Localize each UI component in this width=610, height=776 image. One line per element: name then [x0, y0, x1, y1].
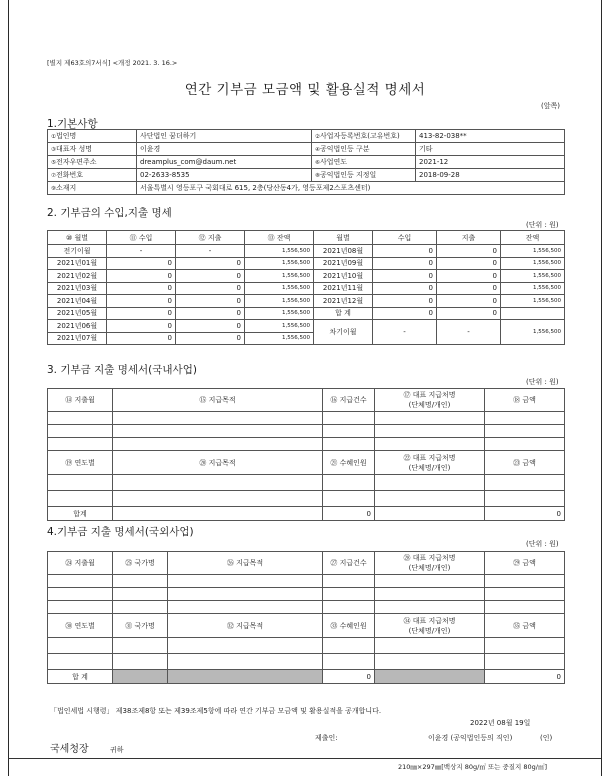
month-cell: 2021년12월 [314, 295, 373, 308]
field-number: ⑤ [51, 159, 56, 166]
month-cell: 2021년10월 [314, 270, 373, 283]
month-cell: 2021년04월 [48, 295, 107, 308]
form-title: 연간 기부금 모금액 및 활용실적 명세서 [184, 82, 426, 98]
month-cell: 2021년05월 [48, 307, 107, 320]
expense-cell: 0 [176, 282, 245, 295]
hdr-payee-b [375, 451, 485, 475]
overseas-expense-table [47, 551, 565, 684]
month-cell: 2021년08월 [314, 245, 373, 258]
hdr-os-purpose: ㉖ 지급목적 [168, 552, 323, 575]
expense-cell: 0 [437, 282, 501, 295]
income-row [48, 295, 565, 308]
field-label [48, 169, 137, 182]
hdr-payee-line1: ⑰ 대표 지급처명 [403, 391, 456, 399]
field-value: 2021-12 [416, 156, 565, 169]
income-row [48, 307, 565, 320]
income-cell: 0 [373, 295, 437, 308]
footer-divider [8, 758, 601, 759]
income-header-cell: ⑬ 잔액 [245, 231, 314, 245]
month-cell: 2021년09월 [314, 257, 373, 270]
income-row [48, 257, 565, 270]
income-header-cell: ⑪ 수입 [107, 231, 176, 245]
balance-cell: 1,556,500 [501, 270, 565, 283]
field-label [48, 143, 137, 156]
balance-cell: 1,556,500 [245, 282, 314, 295]
expense-cell: 0 [176, 320, 245, 333]
field-label-text: 전자우편주소 [55, 157, 97, 166]
carry-expense: - [437, 320, 501, 345]
hdr-expense-month: ⑭ 지출월 [48, 389, 113, 412]
field-value: 413-82-038** [416, 130, 565, 143]
field-number: ② [315, 133, 320, 140]
overseas-total-count: 0 [323, 670, 375, 684]
field-label [48, 182, 137, 195]
hdr-os-purpose-b: ㉜ 지급목적 [168, 614, 323, 638]
field-number: ④ [315, 146, 320, 153]
section1-title: 1.기본사항 [47, 118, 98, 130]
expense-cell: 0 [437, 307, 501, 320]
income-cell: - [107, 245, 176, 258]
balance-cell: 1,556,500 [245, 257, 314, 270]
income-header-row [48, 231, 565, 245]
income-cell: 0 [373, 245, 437, 258]
section4-unit: (단위 : 원) [526, 540, 559, 548]
page-side: (앞쪽) [541, 102, 560, 110]
income-cell: 0 [373, 307, 437, 320]
income-cell: 0 [107, 282, 176, 295]
expense-cell: 0 [437, 257, 501, 270]
balance-cell: 1,556,500 [245, 320, 314, 333]
field-value: 기타 [416, 143, 565, 156]
month-cell: 2021년03월 [48, 282, 107, 295]
hdr-os-year: ㉚ 연도별 [48, 614, 113, 638]
field-number: ⑨ [51, 185, 56, 192]
hdr-os-payee-b [375, 614, 485, 638]
expense-cell: 0 [437, 245, 501, 258]
hdr-os-beneficiaries: ㉝ 수혜인원 [323, 614, 375, 638]
basic-info-table [47, 129, 565, 195]
hdr-beneficiaries: ㉑ 수혜인원 [323, 451, 375, 475]
recipient-suffix: 귀하 [110, 746, 124, 754]
hdr-os-amount: ㉙ 금액 [485, 552, 565, 575]
basic-info-row [48, 169, 565, 182]
basic-info-row [48, 143, 565, 156]
field-label [312, 169, 416, 182]
field-label [48, 156, 137, 169]
income-header-cell: ⑩ 월별 [48, 231, 107, 245]
section2-title: 2. 기부금의 수입,지출 명세 [47, 207, 172, 219]
hdr-os-payee-b-line1: ㉞ 대표 지급처명 [403, 616, 456, 625]
income-header-cell: ⑫ 지출 [176, 231, 245, 245]
hdr-os-country-b: ㉛ 국가명 [113, 614, 168, 638]
income-cell: 0 [107, 257, 176, 270]
domestic-total-label: 합계 [48, 507, 113, 521]
income-cell: 0 [373, 257, 437, 270]
income-expense-table [47, 230, 565, 345]
domestic-expense-table [47, 388, 565, 521]
balance-cell: 1,556,500 [501, 257, 565, 270]
submitter-name: 이윤경 (공익법인등의 직인) [428, 734, 513, 742]
balance-cell: 1,556,500 [245, 307, 314, 320]
expense-cell: 0 [176, 295, 245, 308]
income-row [48, 245, 565, 258]
submission-date: 2022년 08월 19일 [470, 719, 531, 727]
hdr-purpose: ⑮ 지급목적 [113, 389, 323, 412]
field-label [48, 130, 137, 143]
expense-cell: 0 [437, 295, 501, 308]
field-label [312, 143, 416, 156]
domestic-total-count: 0 [323, 507, 375, 521]
income-row [48, 282, 565, 295]
overseas-total-amount: 0 [485, 670, 565, 684]
month-cell: 전기이월 [48, 245, 107, 258]
field-label-text: 전화번호 [55, 170, 83, 179]
address-row [48, 182, 565, 195]
section4-title: 4.기부금 지출 명세서(국외사업) [47, 526, 194, 538]
month-cell: 합 계 [314, 307, 373, 320]
income-header-cell: 수입 [373, 231, 437, 245]
hdr-os-country: ㉕ 국가명 [113, 552, 168, 575]
overseas-total-label: 합 계 [48, 670, 113, 684]
field-label [312, 156, 416, 169]
field-value: 사단법인 꿈더하기 [137, 130, 312, 143]
field-value: 이윤경 [137, 143, 312, 156]
month-cell: 2021년11월 [314, 282, 373, 295]
carry-balance: 1,556,500 [501, 320, 565, 345]
income-cell: 0 [107, 307, 176, 320]
hdr-payee [375, 389, 485, 412]
hdr-amount-b: ㉓ 금액 [485, 451, 565, 475]
section2-unit: (단위 : 원) [526, 221, 559, 229]
balance-cell: 1,556,500 [245, 332, 314, 345]
hdr-payee-b-line2: (단체명/개인) [408, 463, 451, 472]
statement-text: 「법인세법 시행령」 제38조제8항 또는 제39조제5항에 따라 연간 기부금 모금액 및 활용실적을 공개합니다. [50, 707, 382, 715]
hdr-os-amount-b: ㉟ 금액 [485, 614, 565, 638]
field-label-text: 공익법인등 구분 [319, 144, 370, 153]
field-label-text: 공익법인등 지정일 [319, 170, 377, 179]
field-value: 2018-09-28 [416, 169, 565, 182]
income-row [48, 320, 565, 333]
hdr-amount: ⑱ 금액 [485, 389, 565, 412]
expense-cell: 0 [176, 270, 245, 283]
expense-cell: 0 [176, 257, 245, 270]
paper-spec: 210㎜×297㎜[백상지 80g/㎡ 또는 중질지 80g/㎡] [398, 763, 548, 771]
income-header-cell: 월별 [314, 231, 373, 245]
address-value: 서울특별시 영등포구 국회대로 615, 2층(당산동4가, 영등포제2스포츠센터) [137, 182, 565, 195]
hdr-os-count: ㉗ 지급건수 [323, 552, 375, 575]
hdr-os-payee-b-line2: (단체명/개인) [408, 626, 451, 635]
hdr-os-payee-line2: (단체명/개인) [408, 564, 451, 572]
income-cell: 0 [107, 332, 176, 345]
hdr-year: ⑲ 연도별 [48, 451, 113, 475]
hdr-payee-b-line1: ㉒ 대표 지급처명 [403, 453, 456, 462]
field-value: dreamplus_com@daum.net [137, 156, 312, 169]
field-label-text: 대표자 성명 [55, 144, 92, 153]
field-number: ⑦ [51, 172, 56, 179]
carry-forward-label: 차기이월 [314, 320, 373, 345]
income-cell: 0 [107, 270, 176, 283]
month-cell: 2021년01월 [48, 257, 107, 270]
field-number: ① [51, 133, 56, 140]
month-cell: 2021년02월 [48, 270, 107, 283]
balance-cell: 1,556,500 [501, 295, 565, 308]
expense-cell: - [176, 245, 245, 258]
balance-cell [501, 307, 565, 320]
section3-unit: (단위 : 원) [526, 378, 559, 386]
hdr-os-month: ㉔ 지출월 [48, 552, 113, 575]
section3-title: 3. 기부금 지출 명세서(국내사업) [47, 364, 197, 376]
income-row [48, 270, 565, 283]
hdr-purpose-b: ⑳ 지급목적 [113, 451, 323, 475]
basic-info-row [48, 156, 565, 169]
month-cell: 2021년07월 [48, 332, 107, 345]
month-cell: 2021년06월 [48, 320, 107, 333]
domestic-total-amount: 0 [485, 507, 565, 521]
left-border-line [8, 0, 9, 776]
form-code: [별지 제63호의7서식] <개정 2021. 3. 16.> [47, 59, 178, 67]
expense-cell: 0 [176, 307, 245, 320]
income-cell: 0 [373, 270, 437, 283]
field-number: ⑥ [315, 159, 320, 166]
field-label [312, 130, 416, 143]
balance-cell: 1,556,500 [501, 282, 565, 295]
balance-cell: 1,556,500 [245, 295, 314, 308]
income-cell: 0 [373, 282, 437, 295]
income-header-cell: 잔액 [501, 231, 565, 245]
field-number: ③ [51, 146, 56, 153]
hdr-os-payee [375, 552, 485, 575]
field-number: ⑧ [315, 172, 320, 179]
income-header-cell: 지출 [437, 231, 501, 245]
expense-cell: 0 [176, 332, 245, 345]
recipient: 국세청장 [50, 744, 89, 755]
balance-cell: 1,556,500 [501, 245, 565, 258]
field-label-text: 법인명 [55, 131, 77, 140]
expense-cell: 0 [437, 270, 501, 283]
field-label-text: 사업연도 [319, 157, 347, 166]
field-label-text: 사업자등록번호(고유번호) [319, 131, 400, 140]
hdr-count: ⑯ 지급건수 [323, 389, 375, 412]
income-cell: 0 [107, 295, 176, 308]
balance-cell: 1,556,500 [245, 245, 314, 258]
hdr-payee-line2: (단체명/개인) [408, 401, 451, 409]
seal-mark: (인) [540, 734, 553, 742]
submitter-label: 제출인: [315, 734, 338, 742]
balance-cell: 1,556,500 [245, 270, 314, 283]
basic-info-row [48, 130, 565, 143]
field-label-text: 소재지 [55, 183, 77, 192]
field-value: 02-2633-8535 [137, 169, 312, 182]
carry-income: - [373, 320, 437, 345]
right-border-line [601, 0, 602, 776]
income-cell: 0 [107, 320, 176, 333]
hdr-os-payee-line1: ㉘ 대표 지급처명 [403, 554, 456, 562]
